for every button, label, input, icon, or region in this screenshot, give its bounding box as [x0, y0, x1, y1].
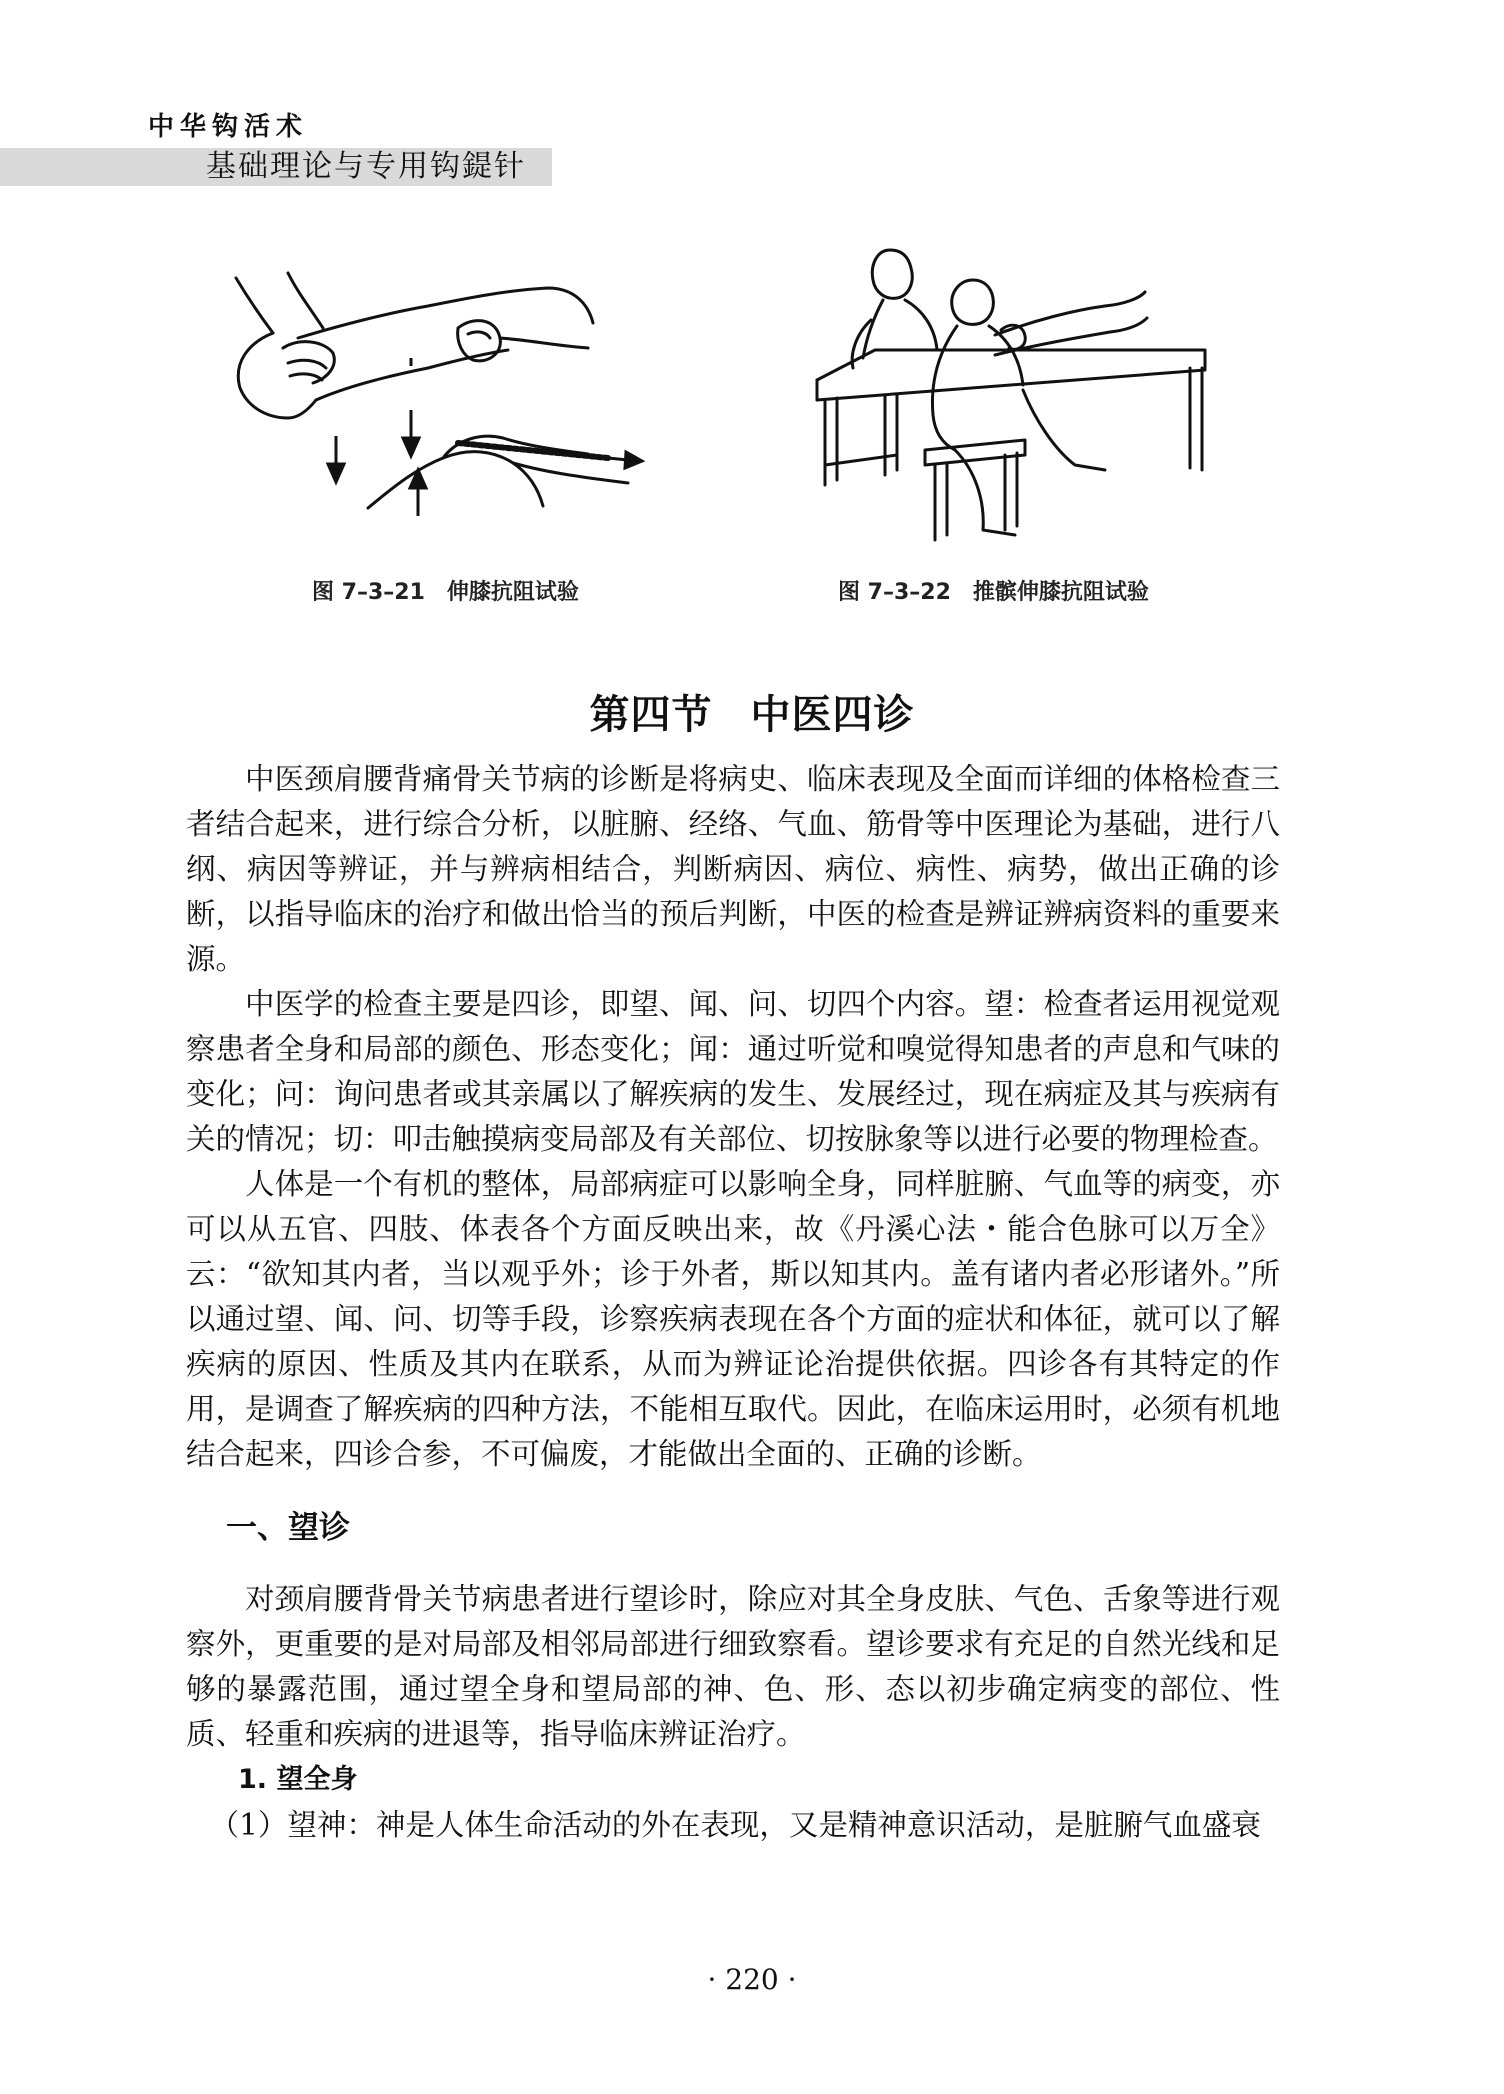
section-title	[0, 683, 1504, 740]
running-header-series: 中华钩活术	[148, 112, 309, 142]
body-text	[186, 757, 1280, 1848]
section-number: 第四节	[589, 691, 713, 738]
figure-title: 推髌伸膝抗阻试验	[972, 580, 1149, 605]
figure-number: 图 7–3–22	[838, 580, 951, 605]
page-number: · 220 ·	[707, 1963, 797, 1996]
running-header-subtitle: 基础理论与专用钩鍉针	[206, 149, 526, 184]
figure-title: 伸膝抗阻试验	[446, 580, 579, 605]
paragraph-inspect-spirit: （1）望神：神是人体生命活动的外在表现，又是精神意识活动，是脏腑气血盛衰	[209, 1808, 1261, 1842]
section-name: 中医四诊	[750, 691, 915, 738]
paragraph-inspection: 对颈肩腰背骨关节病患者进行望诊时，除应对其全身皮肤、气色、舌象等进行观察外，更重要的是对局部及相邻局部进行细致察看。望诊要求有充足的自然光线和足够的暴露范围，通过望全身和望局部的神、色、形、态以初步确定病变的部位、性质、轻重和疾病的进退等，指导临床辨证治疗。	[186, 1582, 1280, 1751]
knee-extension-resistance-illustration	[228, 268, 688, 548]
patella-push-resistance-illustration	[805, 240, 1215, 555]
figure-caption-7-3-22	[838, 575, 1149, 606]
paragraph-holistic-body: 人体是一个有机的整体，局部病症可以影响全身，同样脏腑、气血等的病变，亦可以从五官、四肢、体表各个方面反映出来，故《丹溪心法・能合色脉可以万全》云：“欲知其内者，当以观乎外；诊于外者，斯以知其内。盖有诸内者必形诸外。”所以通过望、闻、问、切等手段，诊察疾病表现在各个方面的症状和体征，就可以了解疾病的原因、性质及其内在联系，从而为辨证论治提供依据。四诊各有其特定的作用，是调查了解疾病的四种方法，不能相互取代。因此，在临床运用时，必须有机地结合起来，四诊合参，不可偏废，才能做出全面的、正确的诊断。	[186, 1167, 1280, 1471]
paragraph-four-examinations: 中医学的检查主要是四诊，即望、闻、问、切四个内容。望：检查者运用视觉观察患者全身和局部的颜色、形态变化；闻：通过听觉和嗅觉得知患者的声息和气味的变化；问：询问患者或其亲属以了解疾病的发生、发展经过，现在病症及其与疾病有关的情况；切：叩击触摸病变局部及有关部位、切按脉象等以进行必要的物理检查。	[186, 987, 1280, 1156]
item-heading: 1. 望全身	[238, 1764, 358, 1795]
figure-number: 图 7–3–21	[312, 580, 425, 605]
paragraph-diagnosis-overview: 中医颈肩腰背痛骨关节病的诊断是将病史、临床表现及全面而详细的体格检查三者结合起来，进行综合分析，以脏腑、经络、气血、筋骨等中医理论为基础，进行八纲、病因等辨证，并与辨病相结合，判断病因、病位、病性、病势，做出正确的诊断，以指导临床的治疗和做出恰当的预后判断，中医的检查是辨证辨病资料的重要来源。	[186, 762, 1280, 976]
figure-caption-7-3-21	[312, 575, 579, 606]
subsection-heading: 一、望诊	[226, 1510, 350, 1546]
